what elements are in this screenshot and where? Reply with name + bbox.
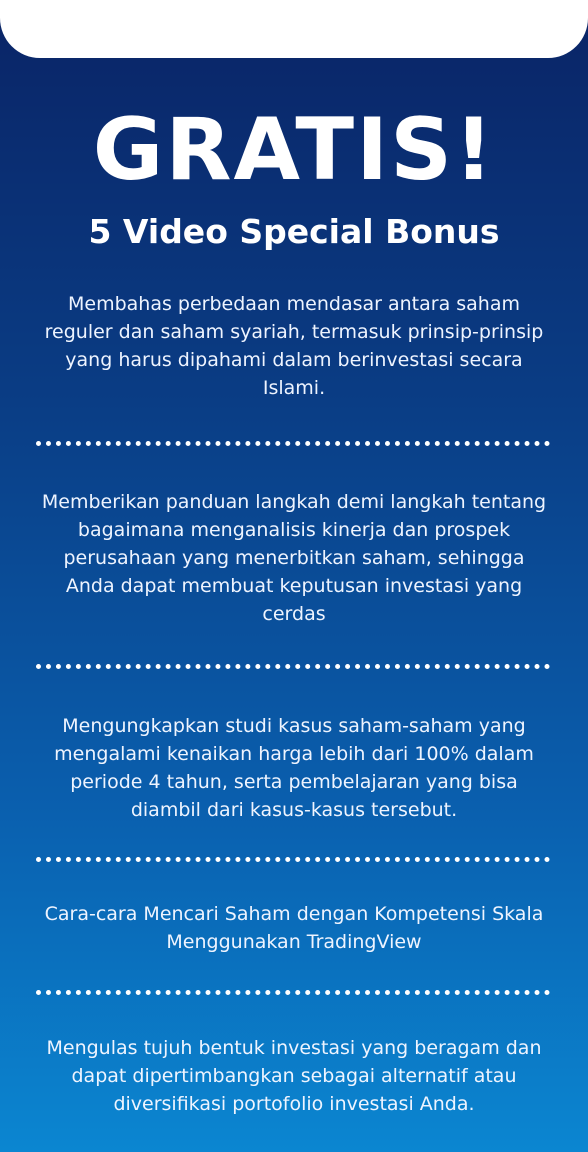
bonus-description-4: Cara-cara Mencari Saham dengan Kompetensi Skala Menggunakan TradingView: [44, 903, 544, 953]
bonus-description-1: Membahas perbedaan mendasar antara saham reguler dan saham syariah, termasuk prinsip-prinsip yang harus dipahami dalam berinvestasi secara Islami.: [44, 293, 544, 399]
hero-title: GRATIS!: [92, 100, 496, 200]
dotted-divider: [36, 857, 550, 862]
hero-subtitle: 5 Video Special Bonus: [88, 212, 500, 251]
dotted-divider: [36, 441, 550, 446]
dotted-divider: [36, 664, 550, 669]
top-white-card: [0, 0, 588, 58]
bonus-description-5: Mengulas tujuh bentuk investasi yang beragam dan dapat dipertimbangkan sebagai alternatif atau diversifikasi portofolio investasi Anda.: [46, 1037, 542, 1115]
dotted-divider: [36, 990, 550, 995]
bonus-description-2: Memberikan panduan langkah demi langkah tentang bagaimana menganalisis kinerja dan prospek perusahaan yang menerbitkan saham, sehingga Anda dapat membuat keputusan investasi yang cerdas: [41, 491, 547, 625]
bonus-description-3: Mengungkapkan studi kasus saham-saham yang mengalami kenaikan harga lebih dari 100% dalam periode 4 tahun, serta pembelajaran yang bisa diambil dari kasus-kasus tersebut.: [54, 715, 534, 821]
